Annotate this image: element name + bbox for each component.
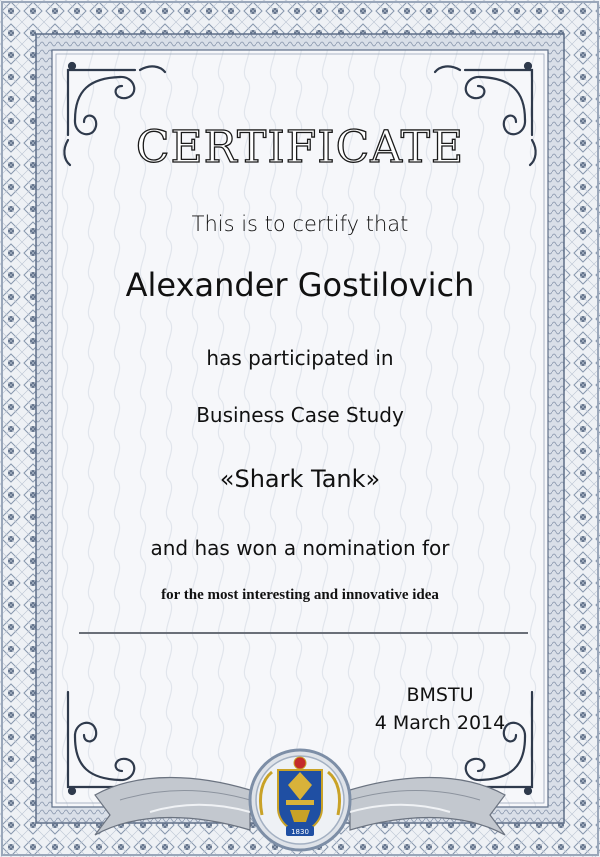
organization-name: BMSTU: [406, 684, 474, 706]
nomination-intro: and has won a nomination for: [150, 536, 450, 560]
recipient-name: Alexander Gostilovich: [125, 266, 475, 304]
certificate-title: CERTIFICATE: [135, 122, 465, 173]
certificate-date: 4 March 2014: [374, 712, 506, 734]
nomination-text: for the most interesting and innovative idea: [161, 587, 439, 603]
event-title: «Shark Tank»: [219, 465, 381, 493]
university-emblem-icon: [250, 750, 350, 850]
certify-text: This is to certify that: [191, 212, 409, 236]
event-name: Business Case Study: [196, 403, 404, 427]
participated-text: has participated in: [206, 346, 394, 370]
divider-line: [79, 632, 528, 634]
emblem-year: 1830: [291, 828, 309, 836]
